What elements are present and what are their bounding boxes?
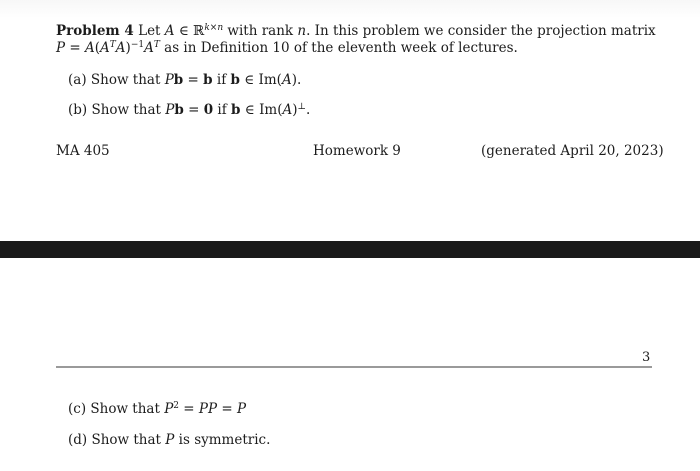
math-var: PP bbox=[198, 401, 218, 417]
math-op: = bbox=[179, 401, 199, 417]
math-vector: 0 bbox=[203, 102, 214, 118]
text-run: is symmetric. bbox=[174, 432, 271, 448]
math-vector: b bbox=[173, 72, 184, 88]
math-op: ) bbox=[125, 40, 131, 56]
math-var: A bbox=[282, 102, 293, 118]
text-run: with rank bbox=[223, 23, 298, 39]
problem-definition-line bbox=[56, 40, 518, 56]
math-var: A bbox=[164, 23, 175, 39]
text-run: as in Definition 10 of the eleventh week of lectures. bbox=[159, 40, 518, 56]
item-label: (d) Show that bbox=[68, 432, 166, 448]
math-superscript: 2 bbox=[173, 401, 180, 411]
page-separator bbox=[0, 241, 700, 258]
math-var: P bbox=[56, 40, 66, 56]
item-d bbox=[68, 432, 270, 448]
math-var: A bbox=[144, 40, 154, 56]
item-b bbox=[68, 102, 310, 118]
item-label: (c) Show that bbox=[68, 401, 165, 417]
problem-label: Problem 4 bbox=[56, 23, 134, 39]
math-op: . bbox=[305, 102, 311, 118]
math-var: A bbox=[281, 72, 292, 88]
math-var: A bbox=[100, 40, 110, 56]
text-run: . In this problem we consider the projection matrix bbox=[306, 23, 656, 39]
math-superscript: T bbox=[153, 40, 160, 50]
math-vector: b bbox=[174, 102, 184, 118]
math-op: = bbox=[217, 401, 237, 417]
math-superscript: −1 bbox=[130, 40, 145, 50]
text-run: if bbox=[212, 72, 231, 88]
math-op: = bbox=[183, 72, 204, 88]
math-op: ) bbox=[292, 102, 298, 118]
footer-course: MA 405 bbox=[56, 143, 110, 159]
math-vector: b bbox=[203, 72, 213, 88]
problem-intro-line bbox=[56, 23, 656, 39]
item-label: (a) Show that bbox=[68, 72, 165, 88]
math-vector: b bbox=[230, 72, 240, 88]
item-c bbox=[68, 401, 246, 417]
math-var: P bbox=[164, 72, 174, 88]
item-a bbox=[68, 72, 301, 88]
math-op: = bbox=[65, 40, 85, 56]
text-run: Let bbox=[133, 23, 165, 39]
math-vector: b bbox=[231, 102, 241, 118]
math-var: n bbox=[297, 23, 307, 39]
math-superscript: ⊥ bbox=[297, 102, 306, 112]
math-var: P bbox=[165, 432, 175, 448]
page-number: 3 bbox=[642, 350, 651, 365]
math-var: A bbox=[85, 40, 95, 56]
footer-assignment: Homework 9 bbox=[313, 143, 401, 159]
math-op: ( bbox=[94, 40, 101, 56]
math-op: ). bbox=[291, 72, 302, 88]
header-rule bbox=[56, 366, 652, 368]
math-var: P bbox=[165, 102, 175, 118]
math-op: ∈ Im( bbox=[239, 72, 282, 88]
math-superscript: k×n bbox=[204, 23, 224, 33]
footer-generated: (generated April 20, 2023) bbox=[481, 143, 664, 159]
math-var: P bbox=[164, 401, 174, 417]
item-label: (b) Show that bbox=[68, 102, 166, 118]
math-op: ∈ bbox=[174, 23, 194, 39]
math-var: P bbox=[237, 401, 247, 417]
math-set: ℝ bbox=[193, 23, 205, 39]
math-var: A bbox=[115, 40, 126, 56]
math-op: = bbox=[183, 102, 204, 118]
math-superscript: T bbox=[109, 40, 116, 50]
math-op: ∈ Im( bbox=[240, 102, 283, 118]
text-run: if bbox=[213, 102, 232, 118]
